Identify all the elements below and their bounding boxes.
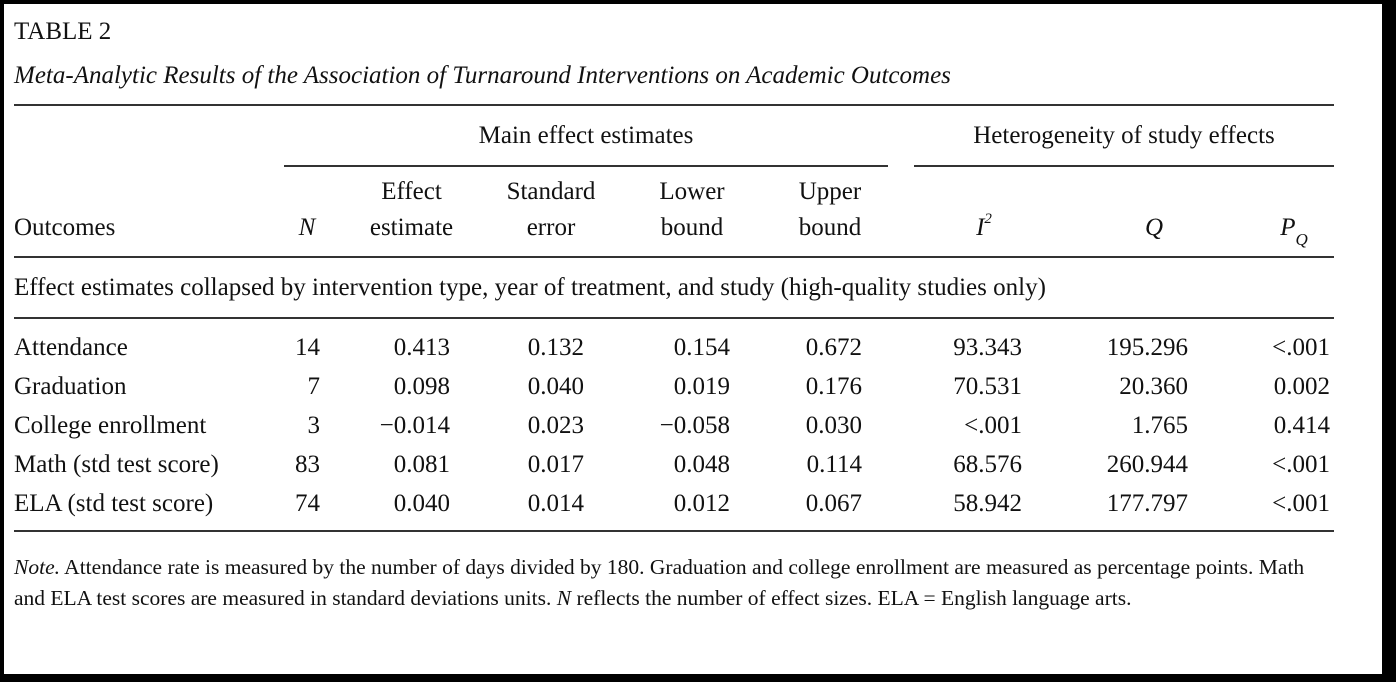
col-header-se: Standard error bbox=[506, 178, 596, 241]
group-header-heterogeneity: Heterogeneity of study effects bbox=[973, 122, 1275, 149]
col-header-outcomes: Outcomes bbox=[14, 214, 116, 241]
cell-upper: 0.114 bbox=[806, 451, 862, 478]
cell-se: 0.040 bbox=[527, 373, 584, 400]
table-page bbox=[4, 4, 1382, 674]
col-header-lower: Lower bound bbox=[659, 178, 725, 241]
cell-lower: 0.154 bbox=[673, 334, 730, 361]
cell-outcome: ELA (std test score) bbox=[14, 490, 214, 517]
heterogeneity-group-rule bbox=[914, 165, 1334, 167]
section-rule bbox=[14, 317, 1334, 319]
cell-effect: −0.014 bbox=[379, 412, 450, 439]
col-header-q: Q bbox=[1144, 214, 1164, 241]
cell-se: 0.023 bbox=[527, 412, 584, 439]
cell-i2: <.001 bbox=[964, 412, 1022, 439]
table-label: TABLE 2 bbox=[14, 18, 112, 45]
table-row bbox=[4, 367, 1382, 406]
cell-q: 195.296 bbox=[1106, 334, 1188, 361]
cell-se: 0.014 bbox=[527, 490, 584, 517]
cell-pq: 0.002 bbox=[1273, 373, 1330, 400]
bottom-rule bbox=[14, 530, 1334, 532]
cell-outcome: Attendance bbox=[14, 334, 128, 361]
cell-n: 14 bbox=[295, 334, 320, 361]
table-row bbox=[4, 328, 1382, 367]
cell-outcome: Graduation bbox=[14, 373, 127, 400]
main-group-rule bbox=[284, 165, 888, 167]
col-header-effect: Effect estimate bbox=[369, 178, 454, 241]
col-header-pq: $P_Q$ bbox=[1280, 214, 1308, 249]
table-row bbox=[4, 406, 1382, 445]
cell-se: 0.132 bbox=[527, 334, 584, 361]
cell-outcome: College enrollment bbox=[14, 412, 207, 439]
cell-i2: 58.942 bbox=[953, 490, 1022, 517]
header-rule bbox=[14, 256, 1334, 258]
col-header-i2: $I^2$ bbox=[976, 211, 992, 241]
cell-effect: 0.081 bbox=[393, 451, 450, 478]
cell-q: 260.944 bbox=[1106, 451, 1188, 478]
cell-n: 3 bbox=[307, 412, 320, 439]
top-rule bbox=[14, 104, 1334, 106]
cell-upper: 0.176 bbox=[805, 373, 862, 400]
cell-upper: 0.672 bbox=[805, 334, 862, 361]
cell-i2: 93.343 bbox=[953, 334, 1022, 361]
cell-pq: 0.414 bbox=[1273, 412, 1330, 439]
cell-se: 0.017 bbox=[527, 451, 584, 478]
cell-upper: 0.030 bbox=[805, 412, 862, 439]
cell-outcome: Math (std test score) bbox=[14, 451, 219, 478]
cell-effect: 0.413 bbox=[393, 334, 450, 361]
cell-effect: 0.040 bbox=[393, 490, 450, 517]
cell-i2: 68.576 bbox=[953, 451, 1022, 478]
cell-lower: −0.058 bbox=[659, 412, 730, 439]
cell-q: 20.360 bbox=[1119, 373, 1188, 400]
cell-q: 177.797 bbox=[1106, 490, 1188, 517]
cell-lower: 0.012 bbox=[673, 490, 730, 517]
cell-pq: <.001 bbox=[1272, 451, 1330, 478]
cell-effect: 0.098 bbox=[393, 373, 450, 400]
table-row bbox=[4, 445, 1382, 484]
cell-pq: <.001 bbox=[1272, 334, 1330, 361]
col-header-upper: Upper bound bbox=[798, 178, 862, 241]
table-title: Meta-Analytic Results of the Association of Turnaround Interventions on Academic Outcomes bbox=[14, 62, 951, 89]
table-note: Note. Attendance rate is measured by the number of days divided by 180. Graduation and college enrollment are measured as percentage points. Math and ELA test scores are measured in standard deviations units. N reflects the number of effect sizes. ELA = English language arts. bbox=[14, 555, 1305, 610]
cell-n: 83 bbox=[295, 451, 320, 478]
col-header-n: N bbox=[298, 214, 316, 241]
cell-upper: 0.067 bbox=[805, 490, 862, 517]
group-header-main: Main effect estimates bbox=[478, 122, 694, 149]
cell-lower: 0.048 bbox=[673, 451, 730, 478]
cell-n: 7 bbox=[307, 373, 320, 400]
section-header: Effect estimates collapsed by intervention type, year of treatment, and study (high-quality studies only) bbox=[14, 274, 1046, 301]
cell-n: 74 bbox=[295, 490, 320, 517]
cell-pq: <.001 bbox=[1272, 490, 1330, 517]
cell-q: 1.765 bbox=[1131, 412, 1188, 439]
cell-lower: 0.019 bbox=[673, 373, 730, 400]
table-row bbox=[4, 484, 1382, 523]
cell-i2: 70.531 bbox=[953, 373, 1022, 400]
